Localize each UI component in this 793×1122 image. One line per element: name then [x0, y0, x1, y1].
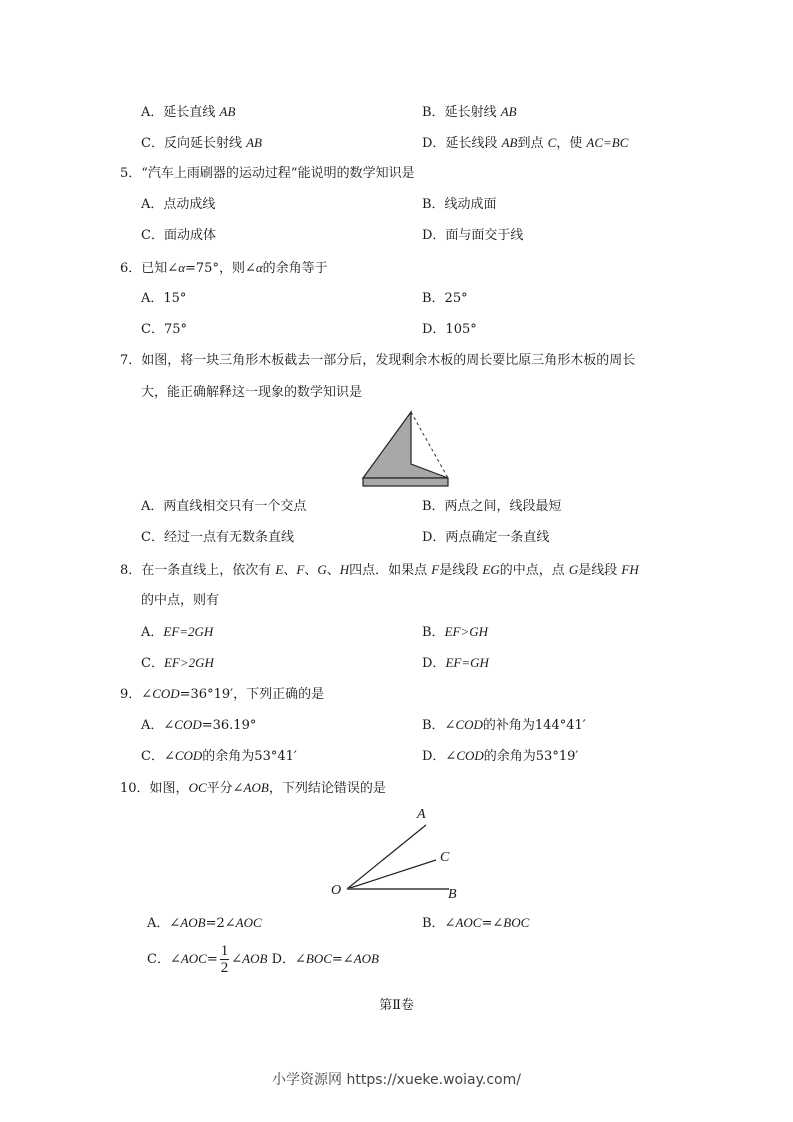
q7-option-b: B．两点之间，线段最短: [422, 499, 562, 514]
question-text: 如图，: [149, 781, 189, 796]
question-text: 、: [283, 563, 297, 578]
option-text: =2∠: [205, 916, 236, 931]
q10-options-c-d: [147, 942, 379, 977]
option-text: =: [206, 952, 218, 967]
math-text: FH: [621, 562, 639, 577]
option-label: D．∠: [267, 952, 306, 967]
question-text: =75°，则∠: [185, 261, 256, 276]
q10-option-d: [267, 952, 379, 967]
option-text: 反向延长射线: [163, 136, 247, 151]
q9-option-c: [141, 748, 297, 765]
option-text: =∠: [331, 952, 354, 967]
math-text: G: [568, 562, 579, 577]
q8-option-b: [422, 624, 488, 641]
point-label-c: C: [440, 850, 450, 865]
math-text: AB: [246, 135, 262, 150]
q8-option-a: [141, 624, 213, 641]
math-text: EF>2GH: [163, 655, 214, 670]
math-text: EF=GH: [445, 655, 489, 670]
question-text: 、: [304, 563, 318, 578]
q9-option-b: [422, 717, 586, 734]
q4-option-c: [141, 135, 262, 152]
question-text: 四点．如果点: [349, 563, 432, 578]
question-number: 6．: [120, 261, 142, 276]
math-text: G: [317, 562, 327, 577]
question-text: 平分∠: [206, 781, 244, 796]
point-label-o: O: [331, 883, 342, 898]
q6-option-a: A．15°: [141, 291, 187, 306]
option-text: =∠: [481, 916, 504, 931]
q5-option-c: C．面动成体: [141, 228, 216, 243]
q7-stem: [120, 353, 635, 369]
q7-option-a: A．两直线相交只有一个交点: [141, 499, 307, 514]
question-text: =36°19′，下列正确的是: [179, 687, 325, 702]
option-text: 的余角为53°41′: [202, 749, 297, 764]
option-label: A．: [141, 625, 164, 640]
math-text: AB: [500, 104, 517, 119]
option-text: 的补角为144°41′: [482, 718, 586, 733]
math-text: EG: [482, 562, 500, 577]
option-label: A．∠: [141, 718, 175, 733]
option-label: B．∠: [422, 916, 456, 931]
math-text: AB: [219, 104, 236, 119]
question-number: 7．: [120, 353, 142, 368]
option-label: A．: [141, 105, 164, 120]
option-text: 延长线段: [445, 136, 502, 151]
question-text: 的中点，点: [499, 563, 569, 578]
q7-option-c: C．经过一点有无数条直线: [141, 530, 294, 545]
math-text: F: [431, 562, 440, 577]
math-text: C: [547, 135, 557, 150]
q10-stem: [120, 780, 386, 797]
q8-stem: [120, 562, 639, 579]
question-number: 8．: [120, 563, 142, 578]
q9-option-a: [141, 717, 256, 734]
question-text: 已知∠: [141, 261, 179, 276]
q6-option-b: B．25°: [422, 291, 468, 306]
q8-stem-continued: 的中点，则有: [141, 593, 220, 608]
q5-option-d: D．面与面交于线: [422, 228, 524, 243]
question-text: 的余角等于: [262, 261, 328, 276]
math-text: AOC: [235, 915, 262, 930]
question-text: “汽车上雨刷器的运动过程”能说明的数学知识是: [141, 166, 415, 181]
math-text: COD: [174, 717, 202, 732]
q8-option-c: [141, 655, 214, 672]
math-text: COD: [174, 748, 203, 763]
fraction-denominator: 2: [220, 960, 229, 976]
math-text: OC: [188, 780, 207, 795]
math-text: AOC: [455, 915, 482, 930]
q5-option-b: B．线动成面: [422, 197, 497, 212]
section-title: 第Ⅱ卷: [379, 998, 414, 1013]
math-text: α: [255, 260, 263, 275]
angle-bisector-figure: [325, 805, 475, 905]
q10-option-b: [422, 915, 529, 932]
q4-option-d: [422, 135, 628, 152]
math-text: BOC: [503, 915, 530, 930]
math-text: EF>GH: [444, 624, 488, 639]
q10-option-c: [147, 943, 268, 976]
point-label-a: A: [417, 807, 426, 822]
q5-stem: [120, 166, 415, 182]
question-number: 9．: [120, 687, 142, 702]
point-label-b: B: [448, 887, 457, 902]
option-text: 的余角为53°19′: [483, 749, 579, 764]
math-text: AB: [501, 135, 518, 150]
question-text: 是线段: [578, 563, 622, 578]
fraction-one-half: [220, 943, 230, 976]
math-text: COD: [456, 748, 484, 763]
option-text: 到点: [517, 136, 548, 151]
option-text: ，使: [556, 136, 587, 151]
option-label: A．∠: [147, 916, 181, 931]
option-label: C．: [141, 656, 164, 671]
math-text: AOC: [180, 951, 207, 966]
option-label: C．∠: [141, 749, 175, 764]
option-text: =36.19°: [201, 718, 257, 733]
q7-option-d: D．两点确定一条直线: [422, 530, 550, 545]
math-text: α: [178, 260, 186, 275]
math-text: F: [296, 562, 305, 577]
math-text: AOB: [243, 780, 269, 795]
math-text: BOC: [305, 951, 332, 966]
math-text: AC=BC: [586, 135, 629, 150]
option-text: ∠: [231, 952, 243, 967]
q6-option-c: C．75°: [141, 322, 187, 337]
option-label: D．: [422, 136, 446, 151]
question-text: 在一条直线上，依次有: [141, 563, 276, 578]
q6-option-d: D．105°: [422, 322, 477, 337]
q8-option-d: [422, 655, 489, 672]
question-text: ，下列结论错误的是: [268, 781, 386, 796]
option-label: D．: [422, 656, 446, 671]
footer-watermark: 小学资源网 https://xueke.woiay.com/: [272, 1072, 521, 1088]
q6-stem: [120, 260, 328, 277]
option-label: C．∠: [147, 952, 181, 967]
math-text: EF=2GH: [163, 624, 214, 639]
q7-stem-continued: 大，能正确解释这一现象的数学知识是: [141, 385, 363, 400]
option-text: 延长射线: [444, 105, 501, 120]
q9-stem: [120, 686, 324, 703]
question-number: 10．: [120, 781, 150, 796]
math-text: COD: [152, 686, 180, 701]
math-text: H: [339, 562, 350, 577]
question-number: 5．: [120, 166, 142, 181]
question-text: 是线段: [439, 563, 483, 578]
fraction-numerator: 1: [220, 943, 229, 959]
math-text: E: [275, 562, 284, 577]
math-text: AOB: [180, 915, 206, 930]
option-label: D．∠: [422, 749, 457, 764]
math-text: COD: [455, 717, 483, 732]
option-label: B．∠: [422, 718, 456, 733]
triangle-board-figure: [360, 408, 455, 490]
option-label: B．: [422, 105, 445, 120]
math-text: AOB: [353, 951, 379, 966]
q4-option-b: [422, 104, 517, 121]
math-text: AOB: [242, 951, 268, 966]
option-label: C．: [141, 136, 164, 151]
q10-option-a: [147, 915, 262, 932]
q4-option-a: [141, 104, 235, 121]
question-text: 如图，将一块三角形木板截去一部分后，发现剩余木板的周长要比原三角形木板的周长: [141, 353, 636, 368]
q5-option-a: A．点动成线: [141, 197, 216, 212]
option-label: B．: [422, 625, 445, 640]
angle-symbol: ∠: [141, 687, 153, 702]
q9-option-d: [422, 748, 578, 765]
question-text: 、: [326, 563, 340, 578]
option-text: 延长直线: [163, 105, 220, 120]
